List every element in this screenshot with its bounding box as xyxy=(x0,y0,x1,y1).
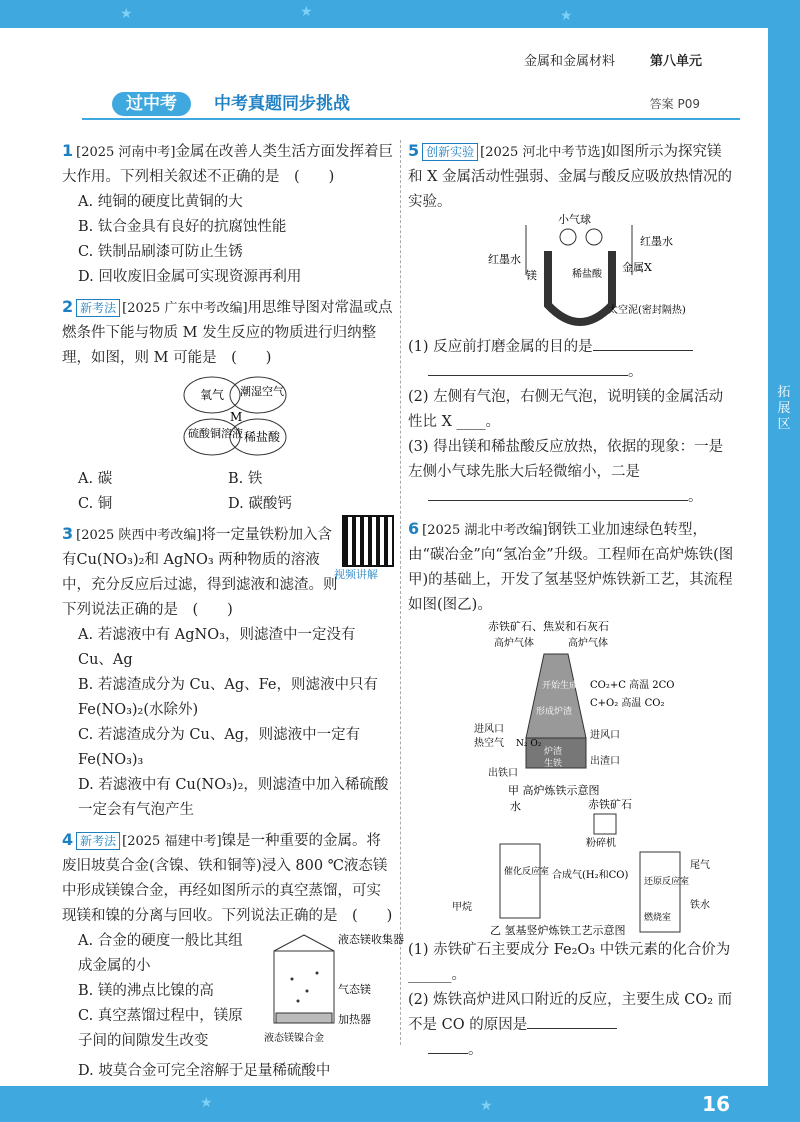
option-d: D. 碳酸钙 xyxy=(228,496,292,512)
bottom-band xyxy=(0,1086,800,1122)
clover-diagram xyxy=(62,371,394,467)
question-number: 6 xyxy=(408,519,420,538)
diagram-label: 生铁 xyxy=(544,759,563,769)
option-c: C. 铁制品刷漆可防止生锈 xyxy=(78,244,243,260)
star-decoration: ★ xyxy=(200,1095,213,1111)
diagram-label: 铁水 xyxy=(690,900,710,911)
answer-line: 。 xyxy=(408,485,734,510)
qr-label: 视频讲解 xyxy=(334,568,378,581)
question-stem: 钢铁工业加速绿色转型，由“碳冶金”向“氢冶金”升级。工程师在高炉炼铁(图甲)的基础上，开发了氢基竖炉炼铁新工艺，其流程如图(图乙)。 xyxy=(408,522,734,613)
page-number: 16 xyxy=(702,1092,730,1116)
left-column xyxy=(62,138,404,1084)
question-source: [2025 广东中考改编] xyxy=(122,301,248,316)
answer-blank[interactable] xyxy=(527,1028,617,1029)
question-4-body xyxy=(62,929,404,1059)
star-decoration: ★ xyxy=(300,4,313,20)
options-row xyxy=(62,492,394,517)
hydrogen-furnace-diagram xyxy=(408,798,734,938)
column-divider xyxy=(400,140,401,1045)
distillation-diagram xyxy=(262,929,404,1049)
diagram-label: 粉碎机 xyxy=(586,838,616,849)
diagram-label: 太空泥(密封隔热) xyxy=(608,305,686,316)
option-b: B. 钛合金具有良好的抗腐蚀性能 xyxy=(78,219,287,235)
diagram-label: 还原反应室 xyxy=(644,877,690,887)
question-stem: 用思维导图对常温或点燃条件下能与物质 M 发生反应的物质进行归纳整理，如图，则 M 可能是 ( ) xyxy=(62,300,393,366)
question-1 xyxy=(62,138,394,290)
section-title: 过中考 xyxy=(112,92,191,116)
option-d: D. 坡莫合金可完全溶解于足量稀硫酸中 xyxy=(78,1063,331,1079)
option-a: A. 碳 xyxy=(78,471,113,487)
blast-furnace-diagram xyxy=(408,618,734,798)
diagram-label: C+O₂ 高温 CO₂ xyxy=(590,698,665,709)
answer-ref: 答案 P09 xyxy=(649,97,700,111)
question-source: [2025 河北中考节选] xyxy=(480,145,606,160)
diagram-label: 燃烧室 xyxy=(644,913,672,923)
diagram-label: 赤铁矿石 xyxy=(588,798,632,811)
option-c: C. 真空蒸馏过程中，镁原子间的间隙发生改变 xyxy=(78,1008,243,1049)
diagram-label: 液态镁收集器 xyxy=(338,933,404,946)
diagram-label: 稀盐酸 xyxy=(572,269,602,280)
question-stem: 如图所示为探究镁和 X 金属活动性强弱、金属与酸反应吸放热情况的实验。 xyxy=(408,144,733,210)
options-row xyxy=(62,467,394,492)
side-label: 拓展区 xyxy=(777,385,791,432)
unit-title: 第八单元 xyxy=(650,54,703,69)
diagram-label: N₂ O₂ xyxy=(516,739,542,749)
question-source: [2025 河南中考] xyxy=(76,145,176,160)
options xyxy=(62,929,252,1054)
question-stem: 镍是一种重要的金属。将废旧坡莫合金(含镍、铁和铜等)浸入 800 ℃液态镁中形成镁镍合金，再经如图所示的真空蒸馏，可实现镁和镍的分离与回收。下列说法正确的是 ( ) xyxy=(62,833,393,924)
question-tag: 新考法 xyxy=(76,832,120,850)
diagram-label: 小气球 xyxy=(558,213,591,226)
diagram-label: 甲烷 xyxy=(452,902,472,913)
option-a: A. 合金的硬度一般比其组成金属的小 xyxy=(78,933,243,974)
answer-blank[interactable] xyxy=(428,1053,468,1054)
question-source: [2025 湖北中考改编] xyxy=(422,523,548,538)
answer-blank[interactable] xyxy=(428,500,688,501)
diagram-label: 出铁口 xyxy=(488,768,518,779)
leaf-label: 潮湿空气 xyxy=(240,385,284,398)
option-b: B. 镁的沸点比镍的高 xyxy=(78,983,214,999)
option-b: B. 铁 xyxy=(228,471,263,487)
diagram-label: 出渣口 xyxy=(590,756,620,767)
diagram-label: 红墨水 xyxy=(640,235,673,248)
diagram-label: 红墨水 xyxy=(488,253,521,266)
leaf-label: 氧气 xyxy=(200,388,225,402)
option-d: D. 若滤液中有 Cu(NO₃)₂，则滤渣中加入稀硫酸一定会有气泡产生 xyxy=(78,777,389,818)
star-decoration: ★ xyxy=(560,8,573,24)
diagram-label: 镁 xyxy=(526,269,537,282)
answer-line: 。 xyxy=(408,1038,734,1063)
question-stem: 金属在改善人类生活方面发挥着巨大作用。下列相关叙述不正确的是 ( ) xyxy=(62,144,394,185)
question-number: 2 xyxy=(62,297,74,316)
figure-caption: 甲 高炉炼铁示意图 xyxy=(508,784,600,797)
section-title-bar xyxy=(82,92,740,120)
diagram-label: 水 xyxy=(510,800,521,813)
option-d: D. 回收废旧金属可实现资源再利用 xyxy=(78,269,302,285)
leaf-label: 硫酸铜溶液 xyxy=(188,427,243,440)
question-number: 1 xyxy=(62,141,74,160)
section-subtitle: 中考真题同步挑战 xyxy=(214,94,350,114)
question-tag: 创新实验 xyxy=(422,143,478,161)
option-a: A. 若滤液中有 AgNO₃，则滤渣中一定没有 Cu、Ag xyxy=(78,627,356,668)
sub-question xyxy=(408,335,734,360)
diagram-label: 气态镁 xyxy=(338,983,371,996)
center-label: M xyxy=(230,410,243,424)
question-stem: 将一定量铁粉加入含有Cu(NO₃)₂和 AgNO₃ 两种物质的溶液中，充分反应后过滤，得到滤液和滤渣。则下列说法正确的是 ( ) xyxy=(62,527,338,618)
answer-blank[interactable] xyxy=(593,350,693,351)
star-decoration: ★ xyxy=(120,6,133,22)
right-column xyxy=(408,138,734,1063)
question-number: 4 xyxy=(62,830,74,849)
star-decoration: ★ xyxy=(480,1098,493,1114)
diagram-label: 催化反应室 xyxy=(504,867,550,877)
u-tube-diagram xyxy=(408,215,734,335)
question-source: [2025 福建中考] xyxy=(122,834,222,849)
leaf-label: 稀盐酸 xyxy=(244,430,281,444)
question-number: 3 xyxy=(62,524,74,543)
option-a: A. 纯铜的硬度比黄铜的大 xyxy=(78,194,243,210)
diagram-label: 赤铁矿石、焦炭和石灰石 xyxy=(488,620,609,633)
diagram-label: 金属X xyxy=(622,261,652,274)
figure-caption: 乙 氢基竖炉炼铁工艺示意图 xyxy=(490,924,626,937)
diagram-label: 进风口 xyxy=(590,730,620,741)
option-c: C. 铜 xyxy=(78,496,113,512)
diagram-label: 合成气(H₂和CO) xyxy=(552,870,629,881)
sub-question-text: (1) 反应前打磨金属的目的是 xyxy=(408,339,593,355)
answer-line: 。 xyxy=(408,360,734,385)
diagram-label: 高炉气体 xyxy=(494,638,534,649)
question-6 xyxy=(408,516,734,1063)
sub-question: (2) 左侧有气泡，右侧无气泡，说明镁的金属活动性比 X ____。 xyxy=(408,389,724,430)
option-b: B. 若滤渣成分为 Cu、Ag、Fe，则滤液中只有 Fe(NO₃)₂(水除外) xyxy=(78,677,379,718)
question-2 xyxy=(62,294,394,517)
sub-question: (3) 得出镁和稀盐酸反应放热，依据的现象：一是左侧小气球先胀大后轻微缩小，二是 xyxy=(408,439,724,480)
diagram-label: 热空气 xyxy=(474,738,504,749)
question-number: 5 xyxy=(408,141,420,160)
question-source: [2025 陕西中考改编] xyxy=(76,528,202,543)
question-tag: 新考法 xyxy=(76,299,120,317)
diagram-label: 尾气 xyxy=(690,860,710,871)
side-band xyxy=(768,28,800,1088)
question-4 xyxy=(62,827,404,1084)
sub-question: (1) 赤铁矿石主要成分 Fe₂O₃ 中铁元素的化合价为______。 xyxy=(408,942,731,983)
answer-blank[interactable] xyxy=(428,375,628,376)
diagram-label: 开始生成生铁 xyxy=(542,681,597,691)
diagram-label: 炉渣 xyxy=(544,747,563,757)
option-c: C. 若滤渣成分为 Cu、Ag，则滤液中一定有Fe(NO₃)₃ xyxy=(78,727,361,768)
sub-question-text: (2) 炼铁高炉进风口附近的反应，主要生成 CO₂ 而不是 CO 的原因是 xyxy=(408,992,733,1033)
qr-code[interactable] xyxy=(342,515,394,567)
diagram-label: 形成炉渣 xyxy=(536,707,573,717)
question-5 xyxy=(408,138,734,510)
diagram-label: 液态镁镍合金 xyxy=(264,1033,324,1044)
diagram-label: 高炉气体 xyxy=(568,638,608,649)
diagram-label: 进风口 xyxy=(474,724,504,735)
diagram-label: 加热器 xyxy=(338,1013,371,1026)
sub-question xyxy=(408,988,734,1038)
diagram-label: CO₂+C 高温 2CO xyxy=(590,680,675,691)
chapter-title: 金属和金属材料 xyxy=(524,54,616,69)
